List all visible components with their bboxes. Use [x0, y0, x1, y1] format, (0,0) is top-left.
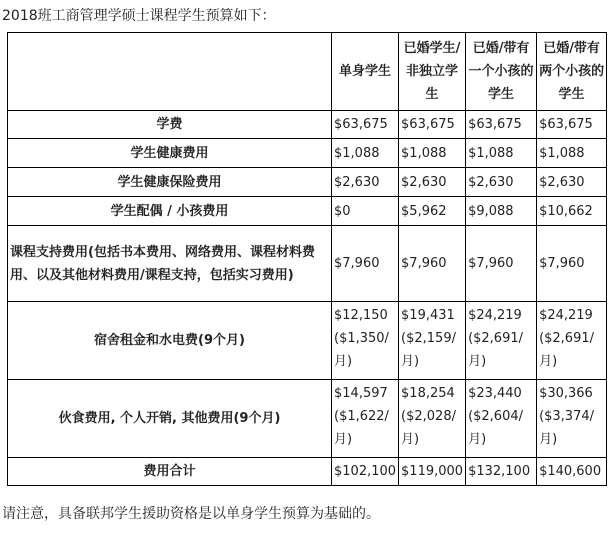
- table-cell: $132,100: [466, 458, 537, 486]
- header-row: [8, 33, 607, 111]
- table-cell: $12,150 ($1,350/月): [332, 302, 399, 380]
- table-cell: $7,960: [466, 226, 537, 302]
- table-cell: $19,431 ($2,159/月): [399, 302, 466, 380]
- col-header-married: 已婚学生/非独立学生: [399, 33, 466, 111]
- table-cell: $1,088: [537, 139, 607, 168]
- table-cell: $14,597 ($1,622/月): [332, 380, 399, 458]
- table-row: [8, 302, 607, 380]
- table-cell: $119,000: [399, 458, 466, 486]
- table-row: [8, 139, 607, 168]
- table-cell: $24,219 ($2,691/月): [466, 302, 537, 380]
- table-cell: $24,219 ($2,691/月): [537, 302, 607, 380]
- table-row: [8, 226, 607, 302]
- table-row-total: [8, 458, 607, 486]
- col-header-married-one-child: 已婚/带有一个小孩的学生: [466, 33, 537, 111]
- row-label-food: 伙食费用, 个人开销, 其他费用(9个月): [8, 380, 332, 458]
- table-cell: $63,675: [399, 111, 466, 139]
- table-cell: $7,960: [537, 226, 607, 302]
- col-header-married-two-children: 已婚/带有两个小孩的学生: [537, 33, 607, 111]
- row-label-tuition: 学费: [8, 111, 332, 139]
- table-cell: $2,630: [332, 168, 399, 197]
- row-label-housing: 宿舍租金和水电费(9个月): [8, 302, 332, 380]
- table-cell: $63,675: [537, 111, 607, 139]
- table-cell: $10,662: [537, 197, 607, 226]
- row-label-total: 费用合计: [8, 458, 332, 486]
- table-cell: $0: [332, 197, 399, 226]
- header-empty-cell: [8, 33, 332, 111]
- table-cell: $7,960: [399, 226, 466, 302]
- table-cell: $9,088: [466, 197, 537, 226]
- table-cell: $102,100: [332, 458, 399, 486]
- table-row: [8, 197, 607, 226]
- col-header-single: 单身学生: [332, 33, 399, 111]
- table-cell: $140,600: [537, 458, 607, 486]
- table-cell: $1,088: [466, 139, 537, 168]
- table-cell: $2,630: [399, 168, 466, 197]
- row-label-spouse: 学生配偶 / 小孩费用: [8, 197, 332, 226]
- table-cell: $63,675: [332, 111, 399, 139]
- row-label-course-support: 课程支持费用(包括书本费用、网络费用、课程材料费用、以及其他材料费用/课程支持，包括实习费用): [8, 226, 332, 302]
- table-cell: $2,630: [466, 168, 537, 197]
- row-label-insurance: 学生健康保险费用: [8, 168, 332, 197]
- table-cell: $1,088: [399, 139, 466, 168]
- eligibility-note: 请注意，具备联邦学生援助资格是以单身学生预算为基础的。: [2, 506, 380, 522]
- table-cell: $1,088: [332, 139, 399, 168]
- table-cell: $2,630: [537, 168, 607, 197]
- table-cell: $18,254 ($2,028/月): [399, 380, 466, 458]
- table-cell: $23,440 ($2,604/月): [466, 380, 537, 458]
- table-cell: $7,960: [332, 226, 399, 302]
- table-row: [8, 111, 607, 139]
- table-cell: $63,675: [466, 111, 537, 139]
- table-cell: $30,366 ($3,374/月): [537, 380, 607, 458]
- intro-text: 2018班工商管理学硕士课程学生预算如下：: [2, 8, 276, 24]
- table-cell: $5,962: [399, 197, 466, 226]
- table-row: [8, 168, 607, 197]
- budget-table: [7, 32, 607, 486]
- row-label-health: 学生健康费用: [8, 139, 332, 168]
- table-row: [8, 380, 607, 458]
